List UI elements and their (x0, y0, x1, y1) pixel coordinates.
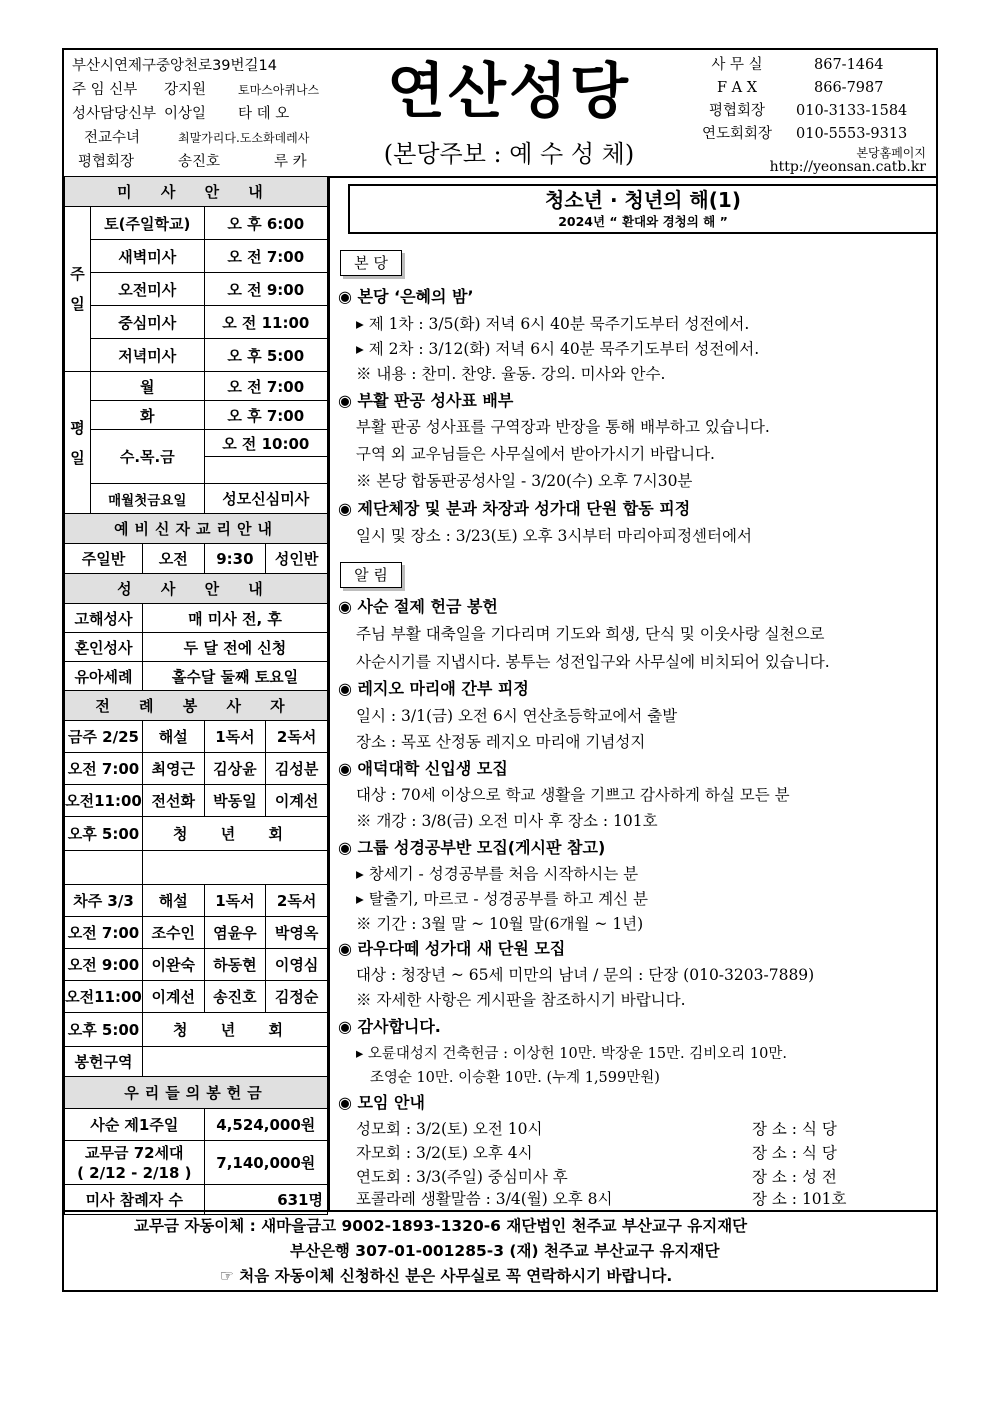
homepage-url[interactable]: http://yeonsan.catb.kr (769, 159, 926, 175)
section-line: ※ 자세한 사항은 게시판을 참조하시기 바랍니다. (356, 991, 686, 1009)
section-line: 부활 판공 성사표를 구역장과 반장을 통해 배부하고 있습니다. (356, 418, 770, 436)
server-name: 최영근 (142, 753, 204, 785)
mass-time: 오 후 6:00 (204, 207, 327, 240)
mass-time: 오전 9:00 (65, 949, 143, 981)
mass-time: 오전 7:00 (65, 917, 143, 949)
class-type: 성인반 (266, 544, 328, 574)
server-name: 조수인 (142, 917, 204, 949)
offering-value: 631명 (204, 1185, 327, 1215)
section-line: ※ 개강 : 3/8(금) 오전 미사 후 장소 : 101호 (356, 812, 658, 830)
section-line: 조영순 10만. 이승환 10만. (누계 1,599만원) (356, 1070, 660, 1086)
mass-time: 오전11:00 (65, 981, 143, 1013)
class-time: 9:30 (204, 544, 266, 574)
mass-time: 오후 5:00 (65, 817, 143, 851)
banner-subtitle: 2024년 “ 환대와 경청의 해 ” (558, 214, 728, 229)
schedule-table (64, 176, 328, 1215)
footer-line: 부산은행 307-01-001285-3 (재) 천주교 부산교구 유지재단 (290, 1242, 720, 1260)
mass-time: 오 전 7:00 (204, 240, 327, 273)
homepage-label: 본당홈페이지 (856, 146, 926, 160)
offering-value: 4,524,000원 (204, 1109, 327, 1141)
tab-parish: 본 당 (340, 250, 402, 276)
bulletin-footer (64, 1210, 936, 1292)
bulletin-header (64, 50, 936, 178)
section-title: ◉ 사순 절제 헌금 봉헌 (338, 597, 498, 616)
contact-row: 사 무 실 867-1464 (711, 57, 884, 73)
offering-value: 7,140,000원 (204, 1141, 327, 1185)
class-name: 주일반 (65, 544, 143, 574)
mass-time: 오후 5:00 (65, 1013, 143, 1047)
mass-time: 오전11:00 (65, 785, 143, 817)
parish-title: 연산성당 (387, 57, 631, 127)
banner-num: (1) (708, 188, 741, 212)
mass-name: 월 (90, 372, 204, 401)
address: 부산시연제구중앙천로39번길14 (72, 58, 277, 74)
staff-row: 평협회장 송진호 루 카 (78, 154, 307, 170)
mass-time: 오 후 7:00 (204, 401, 327, 430)
staff-row: 성사담당신부 이상일 타 데 오 (72, 106, 290, 122)
server-name: 이영심 (266, 949, 328, 981)
contact-row: 평협회장 010-3133-1584 (708, 103, 908, 119)
col-header: 해설 (142, 885, 204, 917)
bulletin-subtitle: (본당주보 : 예 수 성 체) (383, 140, 635, 168)
footer-line: ☞ 처음 자동이체 신청하신 분은 사무실로 꼭 연락하시기 바랍니다. (220, 1267, 673, 1285)
mass-name: 수.목.금 (90, 430, 204, 484)
server-name: 박영옥 (266, 917, 328, 949)
liturgy-title: 전 례 봉 사 자 (65, 691, 328, 721)
banner-title: 청소년 · 청년의 해 (545, 188, 709, 212)
server-name: 전선화 (142, 785, 204, 817)
server-group: 청 년 회 (142, 817, 327, 851)
left-column (64, 176, 330, 1210)
mass-name: 중심미사 (90, 306, 204, 339)
section-line: ※ 기간 : 3월 말 ~ 10월 말(6개월 ~ 1년) (356, 915, 644, 933)
server-name: 김정순 (266, 981, 328, 1013)
mass-time: 오 전 9:00 (204, 273, 327, 306)
mass-time: 오 전 11:00 (204, 306, 327, 339)
server-group: 청 년 회 (142, 1013, 327, 1047)
sacrament-value: 두 달 전에 신청 (142, 633, 327, 662)
area-label: 봉헌구역 (65, 1047, 143, 1077)
server-name: 이완숙 (142, 949, 204, 981)
week-header: 차주 3/3 (65, 885, 143, 917)
server-name: 하동현 (204, 949, 266, 981)
section-line: ▸ 탈출기, 마르코 - 성경공부를 하고 계신 분 (356, 890, 649, 908)
section-line: 구역 외 교우님들은 사무실에서 받아가시기 바랍니다. (356, 445, 715, 463)
class-ampm: 오전 (142, 544, 204, 574)
section-title: ◉ 감사합니다. (338, 1017, 441, 1036)
meeting-row: 포콜라레 생활말씀 : 3/4(월) 오후 8시 장 소 : 101호 (356, 1190, 847, 1208)
section-line: ※ 내용 : 찬미. 찬양. 율동. 강의. 미사와 안수. (356, 365, 666, 383)
mass-name: 화 (90, 401, 204, 430)
section-line: 주님 부활 대축일을 기다리며 기도와 희생, 단식 및 이웃사랑 실천으로 (356, 625, 825, 643)
server-name: 김상윤 (204, 753, 266, 785)
section-title: ◉ 본당 ‘은혜의 밤’ (338, 287, 474, 306)
contact-info (678, 54, 936, 174)
section-line: 대상 : 70세 이상으로 학교 생활을 기쁘고 감사하게 하실 모든 분 (356, 786, 790, 804)
server-name: 박동일 (204, 785, 266, 817)
mass-time: 오 전 7:00 (204, 372, 327, 401)
section-line: 사순시기를 지냅시다. 봉투는 성전입구와 사무실에 비치되어 있습니다. (356, 653, 830, 671)
mass-name: 저녁미사 (90, 339, 204, 372)
mass-time: 오전 7:00 (65, 753, 143, 785)
sacrament-name: 혼인성사 (65, 633, 143, 662)
col-header: 2독서 (266, 885, 328, 917)
section-line: 일시 및 장소 : 3/23(토) 오후 3시부터 마리아피정센터에서 (356, 527, 752, 545)
sacrament-name: 유아세례 (65, 662, 143, 691)
mass-time: 오 전 10:00 (204, 430, 327, 457)
section-title: ◉ 레지오 마리애 간부 피정 (338, 679, 529, 698)
mass-time: 오 후 5:00 (204, 339, 327, 372)
section-line: 장소 : 목포 산정동 레지오 마리애 기념성지 (356, 733, 646, 751)
mass-time: 성모신심미사 (204, 484, 327, 514)
sacrament-title: 성 사 안 내 (65, 574, 328, 604)
section-title: ◉ 모임 안내 (338, 1093, 425, 1112)
section-line: 일시 : 3/1(금) 오전 6시 연산초등학교에서 출발 (356, 707, 678, 725)
col-header: 2독서 (266, 721, 328, 753)
footer-line: 교무금 자동이체 : 새마을금고 9002-1893-1320-6 재단법인 천주교 부산교구 유지재단 (134, 1217, 748, 1235)
offering-title: 우리들의봉헌금 (65, 1077, 328, 1109)
meeting-row: 자모회 : 3/2(토) 오후 4시 장 소 : 식 당 (356, 1144, 837, 1162)
section-title: ◉ 부활 판공 성사표 배부 (338, 391, 514, 410)
section-line: 대상 : 청장년 ~ 65세 미만의 남녀 / 문의 : 단장 (010-3203-7889) (356, 966, 815, 984)
section-title: ◉ 애덕대학 신입생 모집 (338, 759, 508, 778)
mass-name: 토(주일학교) (90, 207, 204, 240)
meeting-row: 성모회 : 3/2(토) 오전 10시 장 소 : 식 당 (356, 1120, 837, 1138)
mass-title: 미 사 안 내 (65, 177, 328, 207)
catechumen-title: 예비신자교리안내 (65, 514, 328, 544)
contact-row: F A X 866-7987 (716, 80, 884, 96)
sunday-label: 주 일 (65, 207, 91, 372)
offering-name: 교무금 72세대 ( 2/12 - 2/18 ) (65, 1141, 205, 1185)
sacrament-value: 매 미사 전, 후 (142, 604, 327, 633)
section-line: ▸ 창세기 - 성경공부를 처음 시작하시는 분 (356, 865, 639, 883)
mass-name: 새벽미사 (90, 240, 204, 273)
mass-name: 매월첫금요일 (90, 484, 204, 514)
meeting-row: 연도회 : 3/3(주일) 중심미사 후 장 소 : 성 전 (356, 1168, 837, 1186)
section-line: ▸ 제 1차 : 3/5(화) 저녁 6시 40분 묵주기도부터 성전에서. (356, 315, 750, 333)
section-title: ◉ 라우다떼 성가대 새 단원 모집 (338, 939, 566, 958)
server-name: 김성분 (266, 753, 328, 785)
staff-row: 주 임 신부 강지원 토마스아퀴나스 (72, 82, 320, 98)
server-name: 이계선 (142, 981, 204, 1013)
server-name: 염윤우 (204, 917, 266, 949)
col-header: 1독서 (204, 721, 266, 753)
bulletin-frame (62, 48, 938, 1292)
server-name: 송진호 (204, 981, 266, 1013)
offering-name: 미사 참례자 수 (65, 1185, 205, 1215)
section-title: ◉ 그룹 성경공부반 모집(게시판 참고) (338, 838, 606, 857)
offering-name: 사순 제1주일 (65, 1109, 205, 1141)
section-title: ◉ 제단체장 및 분과 차장과 성가대 단원 합동 피정 (338, 499, 691, 518)
col-header: 해설 (142, 721, 204, 753)
weekday-label: 평 일 (65, 372, 91, 514)
contact-row: 연도회회장 010-5553-9313 (701, 126, 908, 142)
tab-notice: 알 림 (340, 562, 402, 588)
sacrament-value: 홀수달 둘째 토요일 (142, 662, 327, 691)
staff-row: 전교수녀 최말가리다.도소화데레사 (84, 130, 310, 146)
col-header: 1독서 (204, 885, 266, 917)
mass-name: 오전미사 (90, 273, 204, 306)
section-line: ▸ 제 2차 : 3/12(화) 저녁 6시 40분 묵주기도부터 성전에서. (356, 340, 760, 358)
week-header: 금주 2/25 (65, 721, 143, 753)
theme-banner (348, 184, 938, 234)
server-name: 이계선 (266, 785, 328, 817)
sacrament-name: 고해성사 (65, 604, 143, 633)
section-line: ※ 본당 합동판공성사일 - 3/20(수) 오후 7시30분 (356, 472, 693, 490)
section-line: ▸ 오륜대성지 건축헌금 : 이상헌 10만. 박장운 15만. 김비오리 10만. (356, 1046, 787, 1062)
parish-info (72, 54, 332, 174)
